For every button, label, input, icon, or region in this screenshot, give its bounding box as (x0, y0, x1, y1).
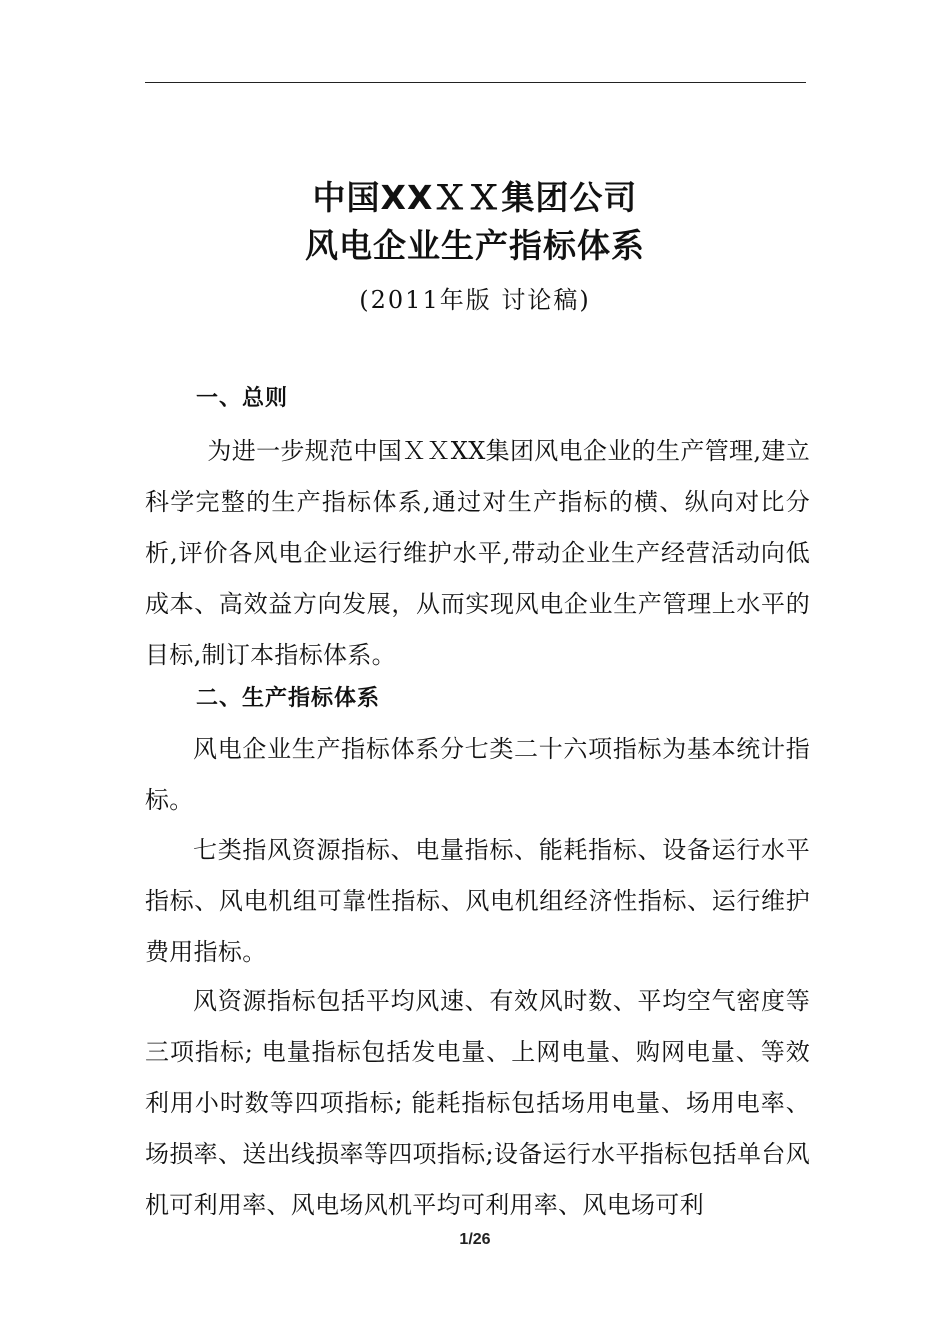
indicator-paragraph-2: 七类指风资源指标、电量指标、能耗指标、设备运行水平指标、风电机组可靠性指标、风电机组经济性指标、运行维护费用指标。 (145, 836, 810, 966)
section-heading-general: 一、总则 (196, 386, 289, 411)
indicator-paragraph-3: 风资源指标包括平均风速、有效风时数、平均空气密度等三项指标; 电量指标包括发电量、上网电量、购网电量、等效利用小时数等四项指标; 能耗指标包括场用电量、场用电率、场损率、送出线损率等四项指标;设备运行水平指标包括单台风机可利用率、风电场风机平均可利用率、风电场可利 (145, 987, 810, 1219)
general-paragraph: 为进一步规范中国ＸＸXX集团风电企业的生产管理,建立科学完整的生产指标体系,通过对生产指标的横、纵向对比分析,评价各风电企业运行维护水平,带动企业生产经营活动向低成本、高效益方向发展，从而实现风电企业生产管理上水平的目标,制订本指标体系。 (145, 437, 810, 669)
document-title-line-2: 风电企业生产指标体系 (305, 226, 645, 265)
document-subtitle: (2011年版 讨论稿) (359, 286, 591, 314)
page-number: 1/26 (459, 1231, 491, 1248)
header-rule (145, 82, 806, 83)
section-heading-indicators: 二、生产指标体系 (196, 686, 381, 711)
indicator-paragraph-1: 风电企业生产指标体系分七类二十六项指标为基本统计指标。 (145, 735, 810, 814)
document-title: 中国XXＸＸ集团公司 (312, 178, 638, 217)
